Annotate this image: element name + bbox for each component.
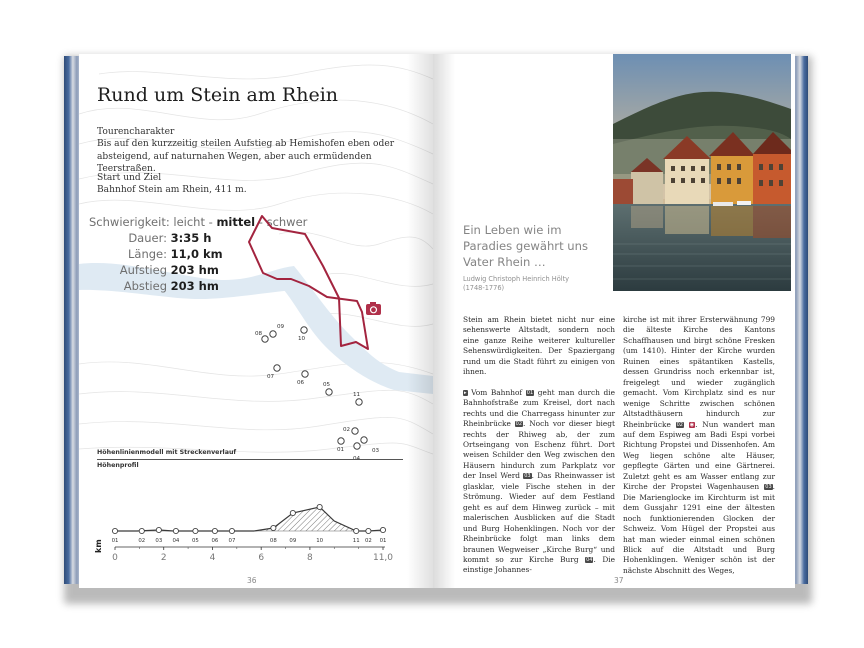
- profile-waypoint-label: 06: [211, 538, 219, 544]
- map-waypoint-marker: [352, 428, 358, 434]
- profile-ticks: [112, 547, 393, 563]
- map-waypoint-marker: [338, 438, 344, 444]
- profile-area: [115, 507, 383, 531]
- difficulty-medium: mittel: [216, 215, 256, 229]
- text-column-1: [463, 315, 615, 576]
- map-waypoint-marker: [302, 371, 308, 377]
- profile-waypoint-marker: [317, 504, 322, 509]
- profile-waypoint-label: 10: [316, 538, 324, 544]
- difficulty-separator: -: [204, 215, 217, 229]
- waypoint-marker: 03: [765, 484, 772, 491]
- waypoint-marker: 02: [676, 421, 683, 428]
- profile-waypoint-label: 01: [379, 538, 387, 544]
- profile-waypoint-marker: [229, 528, 234, 533]
- map-waypoint-label: 10: [298, 336, 306, 342]
- waypoint-marker: 02: [515, 421, 523, 428]
- profile-waypoint-label: 02: [138, 538, 146, 544]
- gutter-shade: [407, 54, 433, 588]
- waypoint-marker: 03: [524, 473, 531, 480]
- quote-text: Ein Leben wie im Paradies gewährt uns Vater Rhein …: [463, 223, 589, 269]
- waypoint-marker: 01: [526, 389, 534, 396]
- map-waypoint-marker: [270, 331, 276, 337]
- camera-icon: [366, 302, 381, 315]
- profile-waypoint-label: 05: [191, 538, 199, 544]
- profile-tick-label: 11,0: [372, 553, 394, 563]
- profile-waypoint-marker: [354, 528, 359, 533]
- difficulty-easy: leicht: [173, 215, 205, 229]
- waypoint-marker: ▸: [464, 389, 467, 396]
- tour-text: Bis auf den kurzzeitig steilen Aufstieg ab Hemishofen eben oder absteigend, auf naturnahen Wegen, aber auch ermüdenden Teerstraßen.: [97, 139, 395, 174]
- text-column-2: [623, 315, 775, 576]
- profile-waypoint-marker: [271, 525, 276, 530]
- profile-waypoint-marker: [112, 528, 117, 533]
- profile-waypoint-label: 01: [111, 538, 119, 544]
- map-waypoint-label: 11: [353, 392, 361, 398]
- body-text: . Die Marienglocke im Kirchturm ist mit dem Gussjahr 1291 eine der ältesten noch funktionierenden Glocken der Schweiz. Vom Hügel der Propstei aus hat man wieder einmal einen schönen Blick auf die Altstadt und Burg Hohenklingen. Weniger schön ist der nächste Abschnitt des Weges,: [623, 482, 775, 575]
- map-waypoint-marker: [301, 327, 307, 333]
- map-waypoint-label: 02: [343, 427, 351, 433]
- stat-value: 203 hm: [170, 279, 219, 293]
- divider: [97, 459, 403, 460]
- body-text: . Nun wandert man auf dem Espiweg am Badi Espi vorbei Richtung Propstei und Dissenhofen. Am Weg liegen schöne alte Häuser, gepflegte Gärten und eine Gärtnerei. Zuletzt geht es am Wasser entlang zur Kirche der Propstei Wagenhausen: [623, 419, 775, 492]
- profile-waypoint-marker: [156, 527, 161, 532]
- stat-label: Länge:: [128, 247, 167, 261]
- quote-author-years: (1748-1776): [463, 284, 505, 292]
- map-waypoint-label: 08: [255, 331, 263, 337]
- profile-tick-label: 0: [112, 553, 118, 563]
- map-waypoint-marker: [356, 399, 362, 405]
- start-text: Bahnhof Stein am Rhein, 411 m.: [97, 185, 247, 196]
- page-title: Rund um Stein am Rhein: [97, 84, 339, 106]
- map-waypoint-marker: [262, 336, 268, 342]
- profile-waypoint-label: 09: [289, 538, 297, 544]
- stat-value: 3:35 h: [170, 231, 212, 245]
- page-number-left: 36: [247, 576, 257, 585]
- difficulty-hard: schwer: [266, 215, 308, 229]
- page-number-right: 37: [614, 576, 624, 585]
- body-text: Vom Bahnhof: [471, 387, 523, 397]
- profile-tick-label: 6: [258, 553, 265, 563]
- map-caption: Höhenlinienmodell mit Streckenverlauf: [97, 449, 237, 456]
- map-waypoint-label: 09: [277, 324, 285, 330]
- stat-label: Aufstieg: [119, 263, 167, 277]
- profile-waypoint-label: 02: [364, 538, 372, 544]
- profile-waypoint-marker: [173, 528, 178, 533]
- map-waypoint-marker: [274, 365, 280, 371]
- start-goal: [97, 172, 397, 197]
- map-waypoint-label: 05: [323, 382, 331, 388]
- difficulty-separator: -: [255, 215, 267, 229]
- profile-waypoint-marker: [290, 510, 295, 515]
- profile-tick-label: 2: [160, 553, 167, 563]
- quote-author: [463, 275, 603, 293]
- profile-tick-label: 8: [307, 553, 313, 563]
- profile-waypoint-label: 04: [172, 538, 180, 544]
- map-waypoint-marker: [361, 437, 367, 443]
- map-waypoint-label: 07: [267, 374, 275, 380]
- right-page: [433, 54, 795, 588]
- profile-waypoint-label: 08: [269, 538, 277, 544]
- stat-label: Dauer:: [128, 231, 167, 245]
- tour-heading: Tourencharakter: [97, 127, 175, 137]
- route-paragraph: [463, 388, 615, 576]
- profile-waypoint-marker: [380, 527, 385, 532]
- body-paragraph: [623, 315, 775, 576]
- map-waypoint-marker: [326, 389, 332, 395]
- gutter-shade: [433, 54, 455, 588]
- camera-icon: ◉: [689, 421, 695, 428]
- elevation-profile: [93, 489, 413, 569]
- tour-character: [97, 126, 415, 175]
- left-page: [79, 54, 433, 588]
- map-waypoint-marker: [354, 443, 360, 449]
- stat-label: Abstieg: [123, 279, 167, 293]
- stat-value: 203 hm: [170, 263, 219, 277]
- body-text: . Noch vor dieser biegt rechts der Rhiweg ab, der zum Ortseingang von Eschenz führt. Dort weisen Schilder den Weg zwischen den Häusern hindurch zum Parkplatz vor der Insel Werd: [463, 419, 615, 481]
- profile-waypoint-label: 07: [228, 538, 236, 544]
- route-map: [229, 239, 399, 454]
- profile-waypoint-marker: [212, 528, 217, 533]
- map-waypoint-label: 03: [372, 448, 380, 454]
- body-text: geht man durch die Bahnhofstraße zum Kreisel, dort nach rechts und die Charregass hinunter zur Rheinbrücke: [463, 387, 615, 429]
- profile-tick-label: 4: [209, 553, 216, 563]
- waypoint-marker: 04: [586, 556, 593, 563]
- stat-value: 11,0 km: [170, 247, 223, 261]
- intro-paragraph: Stein am Rhein bietet nicht nur eine sehenswerte Altstadt, sondern noch eine ganze Reihe weiterer kultureller Sehenswürdigkeiten. Der Spaziergang rund um die Stadt führt zu einigen von ihnen.: [463, 315, 615, 377]
- profile-axis-unit: km: [94, 539, 103, 553]
- profile-waypoint-marker: [139, 528, 144, 533]
- map-waypoint-label: 01: [337, 447, 345, 453]
- quote-author-name: Ludwig Christoph Heinrich Hölty: [463, 275, 570, 283]
- stein-am-rhein-photo: [613, 54, 791, 291]
- profile-waypoint-marker: [193, 528, 198, 533]
- difficulty-label: Schwierigkeit:: [89, 215, 170, 229]
- profile-waypoint-label: 11: [352, 538, 360, 544]
- profile-markers: [112, 504, 387, 544]
- profile-waypoint-marker: [366, 528, 371, 533]
- body-text: kirche ist mit ihrer Ersterwähnung 799 die älteste Kirche des Kantons Schaffhausen und birgt schöne Fresken (um 1410). Hinter der Kirche wurden Ruinen eines spätantiken Kastells, dessen Grundriss noch erkennbar ist, freigelegt und wieder zugänglich gemacht. Vom Kirchplatz sind es nur wenige Schritte zwischen schönen Altstadthäusern hindurch zur Rheinbrücke: [623, 315, 775, 429]
- profile-waypoint-label: 03: [155, 538, 163, 544]
- profile-caption: Höhenprofil: [97, 462, 139, 469]
- start-heading: Start und Ziel: [97, 173, 162, 183]
- body-text: . Die einstige Johannes-: [463, 554, 615, 575]
- map-waypoint-label: 06: [297, 380, 305, 386]
- book-edge-left: [64, 56, 80, 584]
- body-text: . Das Rheinwasser ist glasklar, viele Fische stehen in der Strömung. Wieder auf dem Festland geht es auf dem Hinweg zurück – mit malerischen Ausblicken auf die Stadt und Burg Hohenklingen. Noch vor der Rheinbrücke folgt man links dem braunen Wegweiser „Kirche Burg“ und kommt so zur Kirche Burg: [463, 471, 615, 564]
